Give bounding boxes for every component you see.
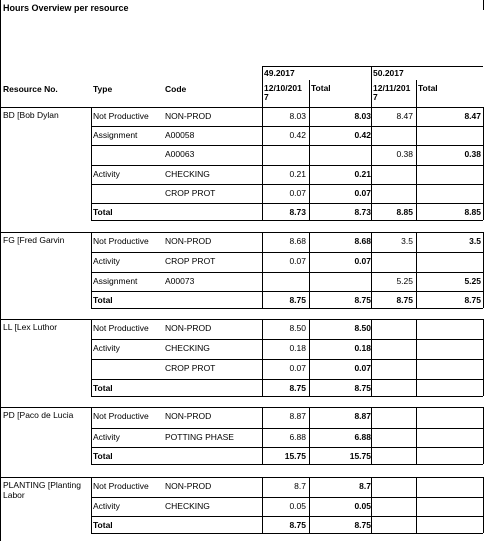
week1-total: 0.18 bbox=[354, 343, 371, 353]
total-label: Total bbox=[93, 207, 113, 217]
column-divider bbox=[309, 477, 310, 533]
total-rule bbox=[91, 516, 483, 517]
week1-value: 8.03 bbox=[289, 111, 306, 121]
total-label: Total bbox=[93, 520, 113, 530]
column-divider bbox=[483, 407, 484, 464]
resource-name: PLANTING [Planting bbox=[3, 480, 81, 490]
week-date: 12/10/201 bbox=[264, 83, 302, 93]
group-rule bbox=[0, 107, 483, 108]
column-divider bbox=[483, 477, 484, 533]
week-col-divider bbox=[309, 80, 310, 108]
week1-grand-total: 15.75 bbox=[349, 451, 371, 461]
week1-value: 8.7 bbox=[294, 481, 306, 491]
total-rule bbox=[91, 203, 483, 204]
row-divider bbox=[91, 428, 483, 429]
row-type: Activity bbox=[93, 501, 120, 511]
week1-value: 0.07 bbox=[289, 188, 306, 198]
group-rule bbox=[0, 232, 483, 233]
group-bottom-rule bbox=[91, 308, 483, 309]
column-divider bbox=[91, 477, 92, 533]
row-divider bbox=[91, 252, 483, 253]
row-type: Not Productive bbox=[93, 323, 149, 333]
week2-total-value: 8.75 bbox=[396, 295, 413, 305]
column-divider bbox=[416, 407, 417, 464]
week1-total: 6.88 bbox=[354, 432, 371, 442]
row-divider bbox=[91, 184, 483, 185]
report-title: Hours Overview per resource bbox=[3, 3, 129, 13]
week1-total-value: 15.75 bbox=[284, 451, 306, 461]
week-col-divider bbox=[416, 80, 417, 108]
week1-grand-total: 8.75 bbox=[354, 295, 371, 305]
total-rule bbox=[91, 291, 483, 292]
week1-total: 8.68 bbox=[354, 236, 371, 246]
row-divider bbox=[91, 165, 483, 166]
column-divider bbox=[416, 319, 417, 396]
week2-value: 5.25 bbox=[396, 276, 413, 286]
row-code: CROP PROT bbox=[165, 363, 216, 373]
column-header-type: Type bbox=[93, 84, 113, 94]
week1-total-value: 8.75 bbox=[289, 295, 306, 305]
week2-value: 0.38 bbox=[396, 149, 413, 159]
row-type: Activity bbox=[93, 256, 120, 266]
week1-total: 0.07 bbox=[354, 188, 371, 198]
row-type: Assignment bbox=[93, 276, 138, 286]
week-total-header: Total bbox=[418, 83, 438, 93]
week1-grand-total: 8.75 bbox=[354, 520, 371, 530]
row-type: Activity bbox=[93, 432, 120, 442]
week1-value: 8.68 bbox=[289, 236, 306, 246]
group-bottom-rule bbox=[91, 396, 483, 397]
row-type: Not Productive bbox=[93, 236, 149, 246]
week2-value: 8.47 bbox=[396, 111, 413, 121]
row-type: Activity bbox=[93, 343, 120, 353]
week2-total-value: 8.85 bbox=[396, 207, 413, 217]
total-label: Total bbox=[93, 451, 113, 461]
total-label: Total bbox=[93, 383, 113, 393]
column-divider bbox=[371, 407, 372, 464]
row-divider bbox=[91, 126, 483, 127]
row-type: Not Productive bbox=[93, 111, 149, 121]
week2-total: 8.47 bbox=[464, 111, 481, 121]
week-header-rule bbox=[262, 66, 371, 67]
week1-total: 8.50 bbox=[354, 323, 371, 333]
column-divider bbox=[483, 107, 484, 220]
resource-name: BD [Bob Dylan bbox=[3, 110, 59, 120]
resource-name: Labor bbox=[3, 490, 25, 500]
row-type: Not Productive bbox=[93, 481, 149, 491]
week2-total: 3.5 bbox=[469, 236, 481, 246]
column-header-code: Code bbox=[165, 84, 187, 94]
week-number: 50.2017 bbox=[373, 68, 404, 78]
column-divider bbox=[309, 407, 310, 464]
week1-grand-total: 8.73 bbox=[354, 207, 371, 217]
column-divider bbox=[483, 319, 484, 396]
row-code: CROP PROT bbox=[165, 256, 216, 266]
week1-total: 0.07 bbox=[354, 363, 371, 373]
resource-name: PD [Paco de Lucia bbox=[3, 410, 74, 420]
week1-value: 0.07 bbox=[289, 256, 306, 266]
week1-total: 0.05 bbox=[354, 501, 371, 511]
row-divider bbox=[91, 272, 483, 273]
week2-grand-total: 8.85 bbox=[464, 207, 481, 217]
week1-value: 0.05 bbox=[289, 501, 306, 511]
row-code: NON-PROD bbox=[165, 411, 212, 421]
week-date: 12/11/201 bbox=[373, 83, 411, 93]
group-bottom-rule bbox=[91, 533, 483, 534]
group-rule bbox=[0, 477, 483, 478]
week1-value: 8.87 bbox=[289, 411, 306, 421]
week1-total: 8.03 bbox=[354, 111, 371, 121]
week1-value: 0.07 bbox=[289, 363, 306, 373]
row-type: Assignment bbox=[93, 130, 138, 140]
column-divider bbox=[416, 477, 417, 533]
group-bottom-rule bbox=[91, 220, 483, 221]
week1-total: 0.07 bbox=[354, 256, 371, 266]
week-col-divider bbox=[371, 66, 372, 108]
page-edge bbox=[483, 0, 484, 10]
row-divider bbox=[91, 339, 483, 340]
week1-value: 0.18 bbox=[289, 343, 306, 353]
row-code: NON-PROD bbox=[165, 236, 212, 246]
row-code: NON-PROD bbox=[165, 111, 212, 121]
row-code: A00073 bbox=[165, 276, 195, 286]
row-code: CHECKING bbox=[165, 343, 210, 353]
row-code: NON-PROD bbox=[165, 323, 212, 333]
column-divider bbox=[91, 319, 92, 396]
week2-total: 0.38 bbox=[464, 149, 481, 159]
column-divider bbox=[483, 232, 484, 308]
week1-total: 0.21 bbox=[354, 169, 371, 179]
week1-value: 6.88 bbox=[289, 432, 306, 442]
row-code: POTTING PHASE bbox=[165, 432, 234, 442]
week2-total: 5.25 bbox=[464, 276, 481, 286]
total-rule bbox=[91, 379, 483, 380]
week1-total-value: 8.75 bbox=[289, 383, 306, 393]
row-code: CHECKING bbox=[165, 169, 210, 179]
resource-name: LL [Lex Luthor bbox=[3, 322, 58, 332]
column-divider bbox=[416, 232, 417, 308]
week1-total-value: 8.75 bbox=[289, 520, 306, 530]
week-col-divider bbox=[262, 66, 263, 108]
week2-grand-total: 8.75 bbox=[464, 295, 481, 305]
week-date: 7 bbox=[264, 92, 269, 102]
total-label: Total bbox=[93, 295, 113, 305]
column-divider bbox=[91, 232, 92, 308]
row-divider bbox=[91, 497, 483, 498]
row-code: NON-PROD bbox=[165, 481, 212, 491]
column-divider bbox=[371, 319, 372, 396]
week1-total: 0.42 bbox=[354, 130, 371, 140]
week1-value: 0.42 bbox=[289, 130, 306, 140]
week1-value: 8.50 bbox=[289, 323, 306, 333]
week1-grand-total: 8.75 bbox=[354, 383, 371, 393]
week1-total-value: 8.73 bbox=[289, 207, 306, 217]
column-header-resource: Resource No. bbox=[3, 84, 58, 94]
row-code: CHECKING bbox=[165, 501, 210, 511]
row-divider bbox=[91, 145, 483, 146]
column-divider bbox=[309, 232, 310, 308]
resource-name: FG [Fred Garvin bbox=[3, 235, 65, 245]
row-divider bbox=[91, 359, 483, 360]
row-code: CROP PROT bbox=[165, 188, 216, 198]
group-bottom-rule bbox=[91, 464, 483, 465]
column-divider bbox=[309, 319, 310, 396]
week-number: 49.2017 bbox=[264, 68, 295, 78]
row-type: Not Productive bbox=[93, 411, 149, 421]
week1-value: 0.21 bbox=[289, 169, 306, 179]
week-header-rule bbox=[371, 66, 483, 67]
week1-total: 8.7 bbox=[359, 481, 371, 491]
row-code: A00058 bbox=[165, 130, 195, 140]
week-date: 7 bbox=[373, 92, 378, 102]
group-rule bbox=[0, 319, 483, 320]
row-type: Activity bbox=[93, 169, 120, 179]
group-rule bbox=[0, 407, 483, 408]
week2-value: 3.5 bbox=[401, 236, 413, 246]
column-divider bbox=[91, 407, 92, 464]
row-code: A00063 bbox=[165, 149, 195, 159]
week-total-header: Total bbox=[311, 83, 331, 93]
column-divider bbox=[371, 477, 372, 533]
total-rule bbox=[91, 447, 483, 448]
page-left-border bbox=[0, 0, 1, 541]
week1-total: 8.87 bbox=[354, 411, 371, 421]
